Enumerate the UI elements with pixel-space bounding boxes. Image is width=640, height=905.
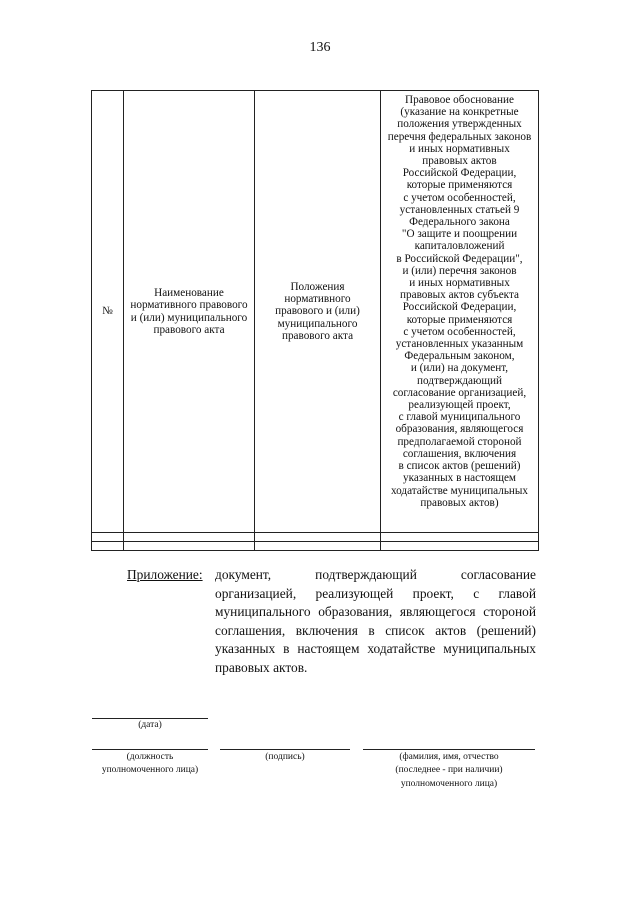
position-line	[92, 749, 208, 750]
column-header-provisions: Положения нормативного правового и (или) муниципального правового акта	[255, 91, 381, 533]
name-caption: (фамилия, имя, отчество (последнее - при наличии) уполномоченного лица)	[395, 752, 503, 789]
column-header-legal-basis: Правовое обоснование (указание на конкретные положения утвержденных перечня федеральных законов и иных нормативных правовых актов Российской Федерации, которые применяются с учетом особенностей, установленных статьей 9 Федерального закона "О защите и поощрении капиталовложений в Российской Федерации", и (или) перечня законов и иных нормативных правовых актов субъекта Российской Федерации, которые применяются с учетом особенностей, установленных указанным Федеральным законом, и (или) на документ, подтверждающий согласование организацией, реализующей проект, с главой муниципального образования, являющегося предполагаемой стороной соглашения, включения в список актов (решений) указанных в настоящем ходатайстве муниципальных правовых актов)	[381, 91, 539, 533]
table-cell	[124, 533, 255, 542]
table-cell	[381, 533, 539, 542]
signature-line	[220, 749, 350, 750]
attachment-text: документ, подтверждающий согласование организацией, реализующей проект, с главой муниципального образования, являющегося стороной соглашения, включения в список актов (решений) указанных в настоящем ходатайстве муниципальных правовых актов.	[215, 567, 536, 675]
table-cell	[92, 542, 124, 551]
table-header-row	[92, 91, 539, 533]
table-cell	[92, 533, 124, 542]
attachment-label: Приложение:	[127, 567, 203, 582]
column-header-act-name: Наименование нормативного правового и (или) муниципального правового акта	[124, 91, 255, 533]
page-number: 136	[309, 40, 331, 55]
name-line	[363, 749, 535, 750]
date-caption: (дата)	[138, 720, 162, 730]
signature-caption: (подпись)	[265, 752, 305, 762]
table-cell	[255, 533, 381, 542]
position-caption: (должность уполномоченного лица)	[101, 752, 199, 776]
table-row	[92, 533, 539, 542]
table-row	[92, 542, 539, 551]
table-cell	[255, 542, 381, 551]
column-header-number: №	[92, 91, 124, 533]
table-cell	[124, 542, 255, 551]
table-cell	[381, 542, 539, 551]
legal-acts-table	[91, 90, 539, 551]
